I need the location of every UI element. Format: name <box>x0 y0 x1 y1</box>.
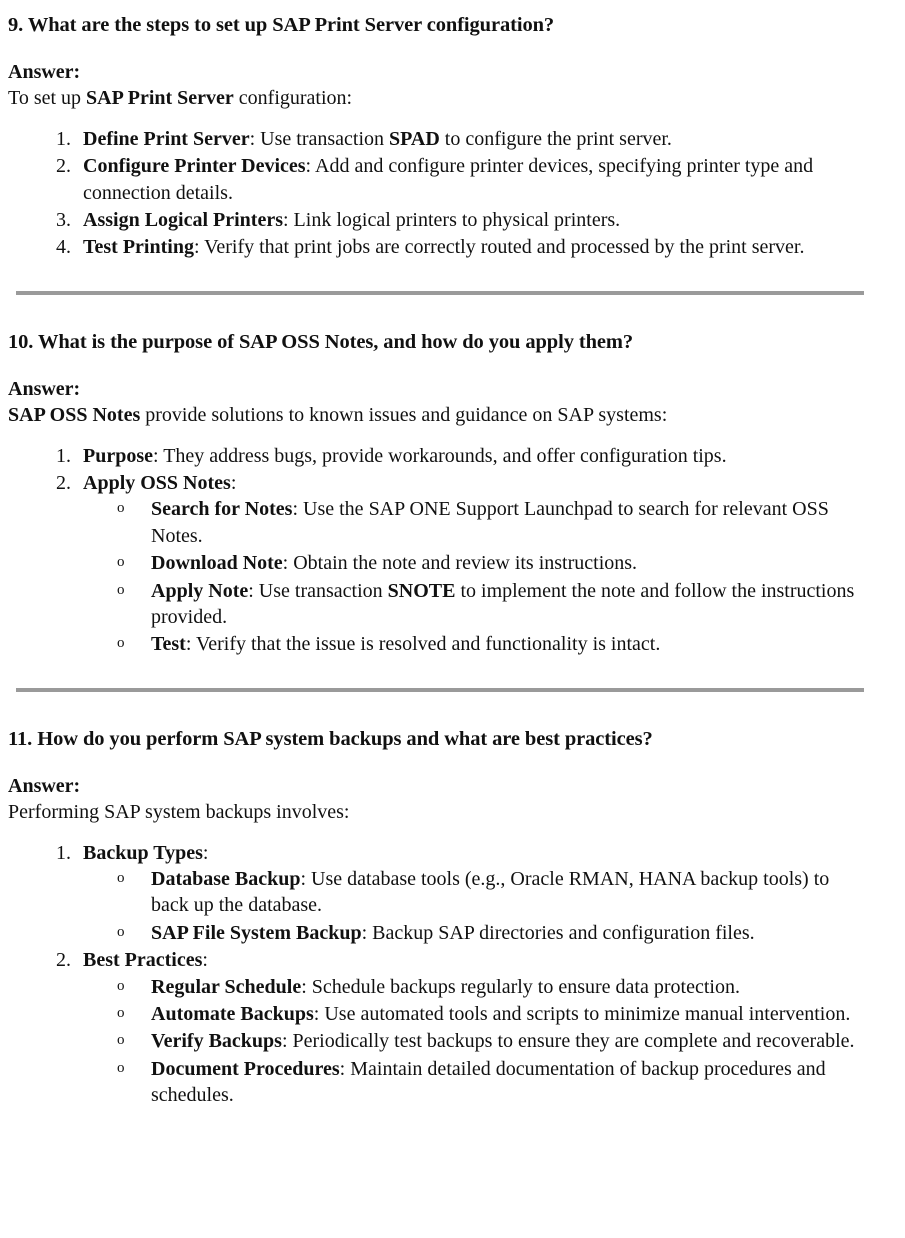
list-item <box>76 840 855 947</box>
steps-list-9 <box>8 126 855 261</box>
list-item <box>76 207 855 233</box>
answer-lead-before-11: Performing SAP system backups involves: <box>8 801 350 824</box>
list-item <box>76 234 855 260</box>
list-item-sep: : Periodically test backups to ensure they are complete and recoverable. <box>281 1030 855 1053</box>
list-item <box>110 866 855 919</box>
list-item-term: Define Print Server <box>83 127 250 150</box>
list-item <box>110 1001 855 1027</box>
sub-list-11-1 <box>83 866 855 946</box>
list-item-term: Apply OSS Notes <box>83 472 231 494</box>
list-item <box>110 578 855 631</box>
answer-label-11: Answer: <box>8 774 81 797</box>
list-item <box>110 920 855 946</box>
answer-lead-9 <box>8 85 855 111</box>
list-item-sep: : Backup SAP directories and configuration files. <box>361 921 755 944</box>
list-item-sep: : <box>202 841 209 864</box>
list-item-term: Database Backup <box>151 867 301 890</box>
list-item-term: Configure Printer Devices <box>83 155 306 178</box>
list-item-term: Search for Notes <box>151 498 293 521</box>
list-item-term: Assign Logical Printers <box>83 209 283 231</box>
qa-section-10 <box>8 329 855 658</box>
question-heading-11: 11. How do you perform SAP system backups and what are best practices? <box>8 727 653 750</box>
list-item-sep: : Use transaction <box>249 127 390 150</box>
list-item-term: Download Note <box>151 552 283 575</box>
transaction-code: SPAD <box>389 127 440 150</box>
list-item <box>76 947 855 1108</box>
list-item-sep: : Link logical printers to physical printers. <box>283 209 621 231</box>
list-item <box>110 631 855 657</box>
answer-lead-11 <box>8 799 855 825</box>
list-item-sep: : They address bugs, provide workarounds, and offer configuration tips. <box>153 444 727 467</box>
list-item <box>110 974 855 1000</box>
list-item-sep: : Maintain detailed documentation of backup procedures and schedules. <box>151 1057 826 1107</box>
qa-section-9 <box>8 12 855 261</box>
list-item-term: Test Printing <box>83 236 194 259</box>
list-item-sep: : Use database tools (e.g., Oracle RMAN, HANA backup tools) to back up the database. <box>151 867 830 917</box>
list-item-tail: to implement the note and follow the instructions provided. <box>151 579 855 628</box>
list-item-term: Test <box>151 633 186 656</box>
sub-list-10-2 <box>83 496 855 657</box>
answer-lead-bold-9: SAP Print Server <box>86 87 234 110</box>
list-item-term: Apply Note <box>151 579 249 602</box>
answer-lead-after-9: configuration: <box>233 87 353 110</box>
list-item-term: Automate Backups <box>151 1002 314 1025</box>
transaction-code: SNOTE <box>387 579 456 602</box>
steps-list-10 <box>8 443 855 658</box>
list-item <box>110 496 855 549</box>
list-item-sep: : Add and configure printer devices, specifying printer type and connection details. <box>83 155 814 204</box>
list-item <box>76 443 855 469</box>
list-item-term: Regular Schedule <box>151 975 302 998</box>
answer-label-10: Answer: <box>8 377 81 400</box>
list-item-sep: : Verify that the issue is resolved and functionality is intact. <box>185 633 661 656</box>
list-item-term: Purpose <box>83 444 153 467</box>
list-item <box>110 1056 855 1109</box>
list-item-term: Backup Types <box>83 841 203 864</box>
list-item <box>76 153 855 206</box>
answer-lead-after-10: provide solutions to known issues and guidance on SAP systems: <box>140 404 668 427</box>
list-item <box>110 1028 855 1054</box>
list-item-sep: : Schedule backups regularly to ensure data protection. <box>301 975 740 998</box>
question-heading-10: 10. What is the purpose of SAP OSS Notes, and how do you apply them? <box>8 330 634 353</box>
list-item-sep: : <box>202 949 208 972</box>
list-item-sep: : Use the SAP ONE Support Launchpad to search for relevant OSS Notes. <box>151 498 829 547</box>
qa-section-11 <box>8 726 855 1109</box>
sub-list-11-2 <box>83 974 855 1109</box>
section-divider <box>16 291 864 295</box>
list-item-tail: to configure the print server. <box>439 127 672 150</box>
list-item-term: Verify Backups <box>151 1030 282 1053</box>
answer-lead-before-9: To set up <box>8 87 87 110</box>
list-item-sep: : Use automated tools and scripts to minimize manual intervention. <box>313 1002 851 1025</box>
answer-lead-bold-10: SAP OSS Notes <box>8 404 141 427</box>
list-item-sep: : Verify that print jobs are correctly routed and processed by the print server. <box>193 236 805 259</box>
list-item-sep: : Use transaction <box>248 579 388 602</box>
list-item <box>110 550 855 576</box>
list-item <box>76 126 855 152</box>
question-heading-9: 9. What are the steps to set up SAP Print Server configuration? <box>8 14 555 36</box>
list-item-sep: : <box>230 472 237 494</box>
list-item-term: Best Practices <box>83 949 203 972</box>
list-item-sep: : Obtain the note and review its instructions. <box>282 552 638 575</box>
list-item-term: Document Procedures <box>151 1057 340 1080</box>
list-item <box>76 470 855 658</box>
steps-list-11 <box>8 840 855 1109</box>
section-divider <box>16 688 864 692</box>
answer-label-9: Answer: <box>8 61 81 84</box>
answer-lead-10 <box>8 402 855 428</box>
list-item-term: SAP File System Backup <box>151 921 362 944</box>
